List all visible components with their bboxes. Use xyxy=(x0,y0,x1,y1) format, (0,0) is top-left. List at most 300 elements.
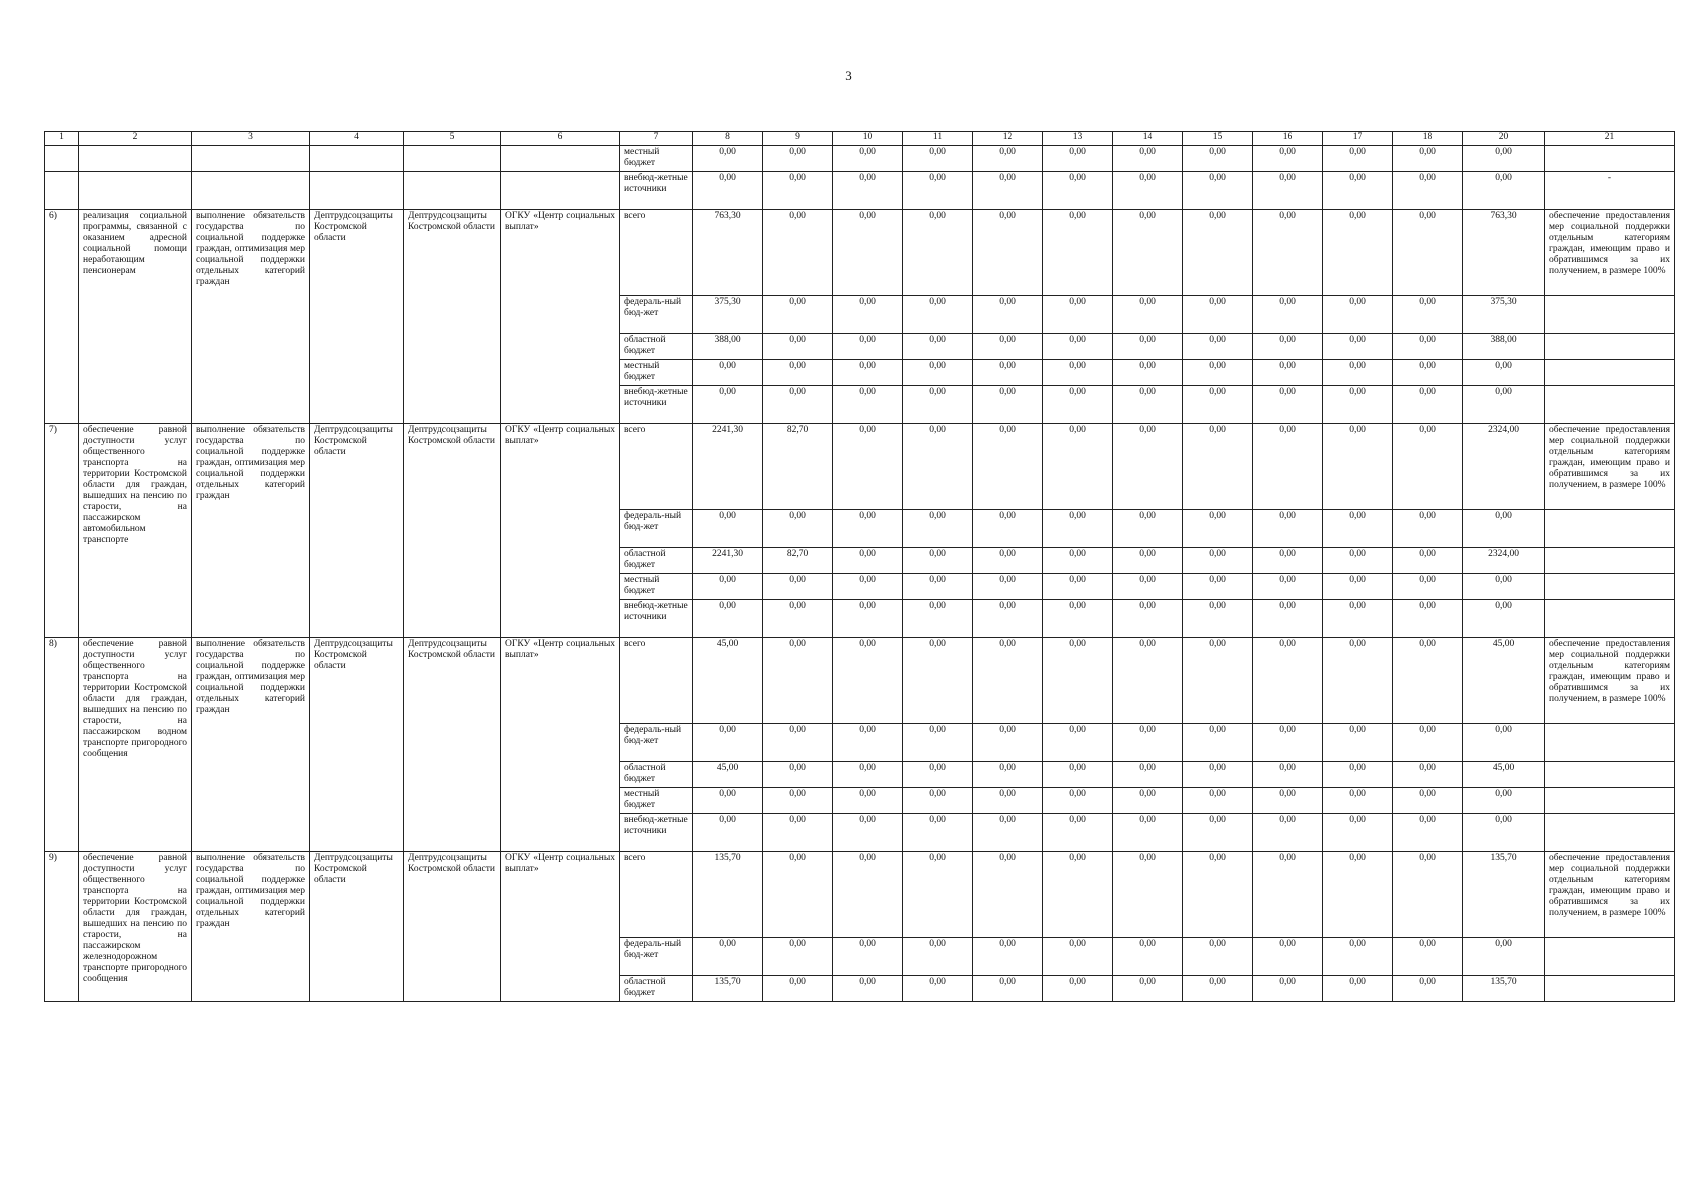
value-cell: 0,00 xyxy=(1183,210,1253,296)
value-cell: 0,00 xyxy=(973,600,1043,638)
value-cell: 0,00 xyxy=(1323,386,1393,424)
column-header: 13 xyxy=(1043,132,1113,146)
column-header: 10 xyxy=(833,132,903,146)
result-note xyxy=(1545,146,1675,172)
value-cell: 45,00 xyxy=(693,638,763,724)
value-cell: 0,00 xyxy=(1043,424,1113,510)
value-cell: 0,00 xyxy=(1463,600,1545,638)
value-cell: 0,00 xyxy=(1253,424,1323,510)
result-note xyxy=(1545,360,1675,386)
value-cell: 135,70 xyxy=(1463,852,1545,938)
empty-cell xyxy=(192,146,310,172)
value-cell: 0,00 xyxy=(1253,386,1323,424)
value-cell: 0,00 xyxy=(1043,210,1113,296)
value-cell: 0,00 xyxy=(903,574,973,600)
measure-goal: выполнение обязательств государства по социальной поддержке граждан, оптимизация мер социальной поддержки отдельных категорий граждан xyxy=(192,638,310,852)
value-cell: 0,00 xyxy=(1323,574,1393,600)
value-cell: 0,00 xyxy=(973,976,1043,1002)
value-cell: 0,00 xyxy=(903,510,973,548)
value-cell: 0,00 xyxy=(903,296,973,334)
row-index: 7) xyxy=(45,424,79,638)
value-cell: 0,00 xyxy=(1323,146,1393,172)
value-cell: 0,00 xyxy=(1253,574,1323,600)
value-cell: 82,70 xyxy=(763,548,833,574)
value-cell: 135,70 xyxy=(1463,976,1545,1002)
funding-source: внебюд-жетные источники xyxy=(620,172,693,210)
value-cell: 0,00 xyxy=(973,788,1043,814)
column-header: 1 xyxy=(45,132,79,146)
value-cell: 0,00 xyxy=(1113,510,1183,548)
budget-table xyxy=(44,131,1675,1002)
table-header-row xyxy=(45,132,1675,146)
value-cell: 0,00 xyxy=(1113,424,1183,510)
column-header: 18 xyxy=(1393,132,1463,146)
column-header: 12 xyxy=(973,132,1043,146)
value-cell: 0,00 xyxy=(1323,210,1393,296)
value-cell: 0,00 xyxy=(693,724,763,762)
value-cell: 0,00 xyxy=(1043,172,1113,210)
value-cell: 0,00 xyxy=(1393,334,1463,360)
value-cell: 0,00 xyxy=(1253,600,1323,638)
row-index: 6) xyxy=(45,210,79,424)
value-cell: 2324,00 xyxy=(1463,424,1545,510)
value-cell: 0,00 xyxy=(1393,976,1463,1002)
value-cell: 0,00 xyxy=(1043,386,1113,424)
value-cell: 0,00 xyxy=(693,386,763,424)
value-cell: 0,00 xyxy=(763,574,833,600)
value-cell: 0,00 xyxy=(1393,600,1463,638)
value-cell: 0,00 xyxy=(1393,146,1463,172)
empty-cell xyxy=(79,146,192,172)
value-cell: 0,00 xyxy=(1393,210,1463,296)
value-cell: 0,00 xyxy=(1253,814,1323,852)
result-note xyxy=(1545,574,1675,600)
value-cell: 0,00 xyxy=(1183,852,1253,938)
result-note xyxy=(1545,600,1675,638)
value-cell: 0,00 xyxy=(763,600,833,638)
value-cell: 0,00 xyxy=(1043,510,1113,548)
value-cell: 2324,00 xyxy=(1463,548,1545,574)
value-cell: 0,00 xyxy=(973,360,1043,386)
value-cell: 0,00 xyxy=(833,146,903,172)
value-cell: 0,00 xyxy=(1113,762,1183,788)
value-cell: 0,00 xyxy=(1323,360,1393,386)
co-executor: Дептрудсоцзащиты Костромской области xyxy=(404,638,501,852)
result-note xyxy=(1545,296,1675,334)
funding-source: федераль-ный бюд-жет xyxy=(620,296,693,334)
value-cell: 0,00 xyxy=(1463,574,1545,600)
table-row xyxy=(45,146,1675,172)
responsible-executor: Дептрудсоцзащиты Костромской области xyxy=(310,852,404,1002)
value-cell: 0,00 xyxy=(1183,548,1253,574)
value-cell: 0,00 xyxy=(1043,296,1113,334)
value-cell: 0,00 xyxy=(973,638,1043,724)
value-cell: 0,00 xyxy=(1393,172,1463,210)
column-header: 21 xyxy=(1545,132,1675,146)
value-cell: 0,00 xyxy=(1113,724,1183,762)
participant: ОГКУ «Центр социальных выплат» xyxy=(501,852,620,1002)
value-cell: 0,00 xyxy=(1043,574,1113,600)
value-cell: 0,00 xyxy=(1043,976,1113,1002)
value-cell: 0,00 xyxy=(1113,146,1183,172)
value-cell: 375,30 xyxy=(1463,296,1545,334)
value-cell: 0,00 xyxy=(833,724,903,762)
value-cell: 0,00 xyxy=(833,574,903,600)
value-cell: 0,00 xyxy=(1043,814,1113,852)
result-note xyxy=(1545,334,1675,360)
funding-source: всего xyxy=(620,210,693,296)
funding-source: областной бюджет xyxy=(620,976,693,1002)
value-cell: 0,00 xyxy=(693,510,763,548)
participant: ОГКУ «Центр социальных выплат» xyxy=(501,424,620,638)
value-cell: 0,00 xyxy=(1113,938,1183,976)
funding-source: областной бюджет xyxy=(620,762,693,788)
value-cell: 0,00 xyxy=(903,424,973,510)
value-cell: 0,00 xyxy=(1323,814,1393,852)
funding-source: внебюд-жетные источники xyxy=(620,814,693,852)
value-cell: 0,00 xyxy=(763,146,833,172)
value-cell: 0,00 xyxy=(693,814,763,852)
value-cell: 0,00 xyxy=(763,814,833,852)
table-row xyxy=(45,638,1675,724)
value-cell: 0,00 xyxy=(1393,296,1463,334)
value-cell: 0,00 xyxy=(1253,146,1323,172)
value-cell: 0,00 xyxy=(833,510,903,548)
value-cell: 0,00 xyxy=(1393,386,1463,424)
column-header: 2 xyxy=(79,132,192,146)
value-cell: 0,00 xyxy=(1323,296,1393,334)
value-cell: 0,00 xyxy=(693,938,763,976)
responsible-executor: Дептрудсоцзащиты Костромской области xyxy=(310,424,404,638)
value-cell: 0,00 xyxy=(1043,852,1113,938)
value-cell: 0,00 xyxy=(1043,146,1113,172)
result-note xyxy=(1545,386,1675,424)
value-cell: 0,00 xyxy=(1183,938,1253,976)
result-note: обеспечение предоставления мер социальной поддержки отдельным категориям граждан, имеющим право и обратившимся за их получением, в размере 100% xyxy=(1545,424,1675,510)
value-cell: 0,00 xyxy=(903,762,973,788)
value-cell: 0,00 xyxy=(1253,938,1323,976)
value-cell: 0,00 xyxy=(1043,600,1113,638)
result-note xyxy=(1545,510,1675,548)
value-cell: 0,00 xyxy=(1183,788,1253,814)
result-note xyxy=(1545,938,1675,976)
value-cell: 0,00 xyxy=(903,852,973,938)
value-cell: 0,00 xyxy=(1323,852,1393,938)
row-index: 9) xyxy=(45,852,79,1002)
value-cell: 0,00 xyxy=(833,360,903,386)
empty-cell xyxy=(501,146,620,172)
value-cell: 0,00 xyxy=(1253,724,1323,762)
value-cell: 0,00 xyxy=(833,548,903,574)
value-cell: 0,00 xyxy=(973,386,1043,424)
value-cell: 0,00 xyxy=(973,814,1043,852)
value-cell: 0,00 xyxy=(903,814,973,852)
value-cell: 0,00 xyxy=(1183,360,1253,386)
value-cell: 0,00 xyxy=(1113,548,1183,574)
value-cell: 0,00 xyxy=(1253,788,1323,814)
value-cell: 0,00 xyxy=(693,788,763,814)
value-cell: 0,00 xyxy=(1113,296,1183,334)
value-cell: 0,00 xyxy=(973,938,1043,976)
value-cell: 0,00 xyxy=(973,510,1043,548)
value-cell: 0,00 xyxy=(763,724,833,762)
value-cell: 0,00 xyxy=(1393,788,1463,814)
table-row xyxy=(45,424,1675,510)
value-cell: 0,00 xyxy=(833,638,903,724)
result-note xyxy=(1545,788,1675,814)
column-header: 6 xyxy=(501,132,620,146)
table-row xyxy=(45,172,1675,210)
value-cell: 0,00 xyxy=(1113,360,1183,386)
funding-source: внебюд-жетные источники xyxy=(620,386,693,424)
value-cell: 0,00 xyxy=(1253,548,1323,574)
value-cell: 0,00 xyxy=(1323,788,1393,814)
value-cell: 135,70 xyxy=(693,976,763,1002)
value-cell: 0,00 xyxy=(1323,600,1393,638)
value-cell: 0,00 xyxy=(833,334,903,360)
table-row xyxy=(45,852,1675,938)
column-header: 3 xyxy=(192,132,310,146)
value-cell: 0,00 xyxy=(1253,852,1323,938)
value-cell: 0,00 xyxy=(1113,852,1183,938)
value-cell: 0,00 xyxy=(1253,334,1323,360)
value-cell: 0,00 xyxy=(1183,146,1253,172)
value-cell: 0,00 xyxy=(1183,172,1253,210)
value-cell: 0,00 xyxy=(1183,638,1253,724)
co-executor: Дептрудсоцзащиты Костромской области xyxy=(404,424,501,638)
co-executor: Дептрудсоцзащиты Костромской области xyxy=(404,852,501,1002)
value-cell: 0,00 xyxy=(833,386,903,424)
value-cell: 0,00 xyxy=(1463,724,1545,762)
value-cell: 0,00 xyxy=(1253,360,1323,386)
column-header: 7 xyxy=(620,132,693,146)
value-cell: 0,00 xyxy=(763,360,833,386)
participant: ОГКУ «Центр социальных выплат» xyxy=(501,210,620,424)
value-cell: 0,00 xyxy=(693,574,763,600)
value-cell: 0,00 xyxy=(1323,724,1393,762)
value-cell: 0,00 xyxy=(763,938,833,976)
value-cell: 0,00 xyxy=(763,172,833,210)
value-cell: 0,00 xyxy=(833,976,903,1002)
value-cell: 0,00 xyxy=(1253,172,1323,210)
value-cell: 0,00 xyxy=(833,852,903,938)
value-cell: 0,00 xyxy=(903,334,973,360)
column-header: 17 xyxy=(1323,132,1393,146)
value-cell: 0,00 xyxy=(1113,638,1183,724)
column-header: 9 xyxy=(763,132,833,146)
value-cell: 763,30 xyxy=(693,210,763,296)
value-cell: 0,00 xyxy=(693,146,763,172)
value-cell: 0,00 xyxy=(1113,976,1183,1002)
value-cell: 0,00 xyxy=(903,724,973,762)
value-cell: 0,00 xyxy=(973,210,1043,296)
empty-cell xyxy=(45,172,79,210)
value-cell: 0,00 xyxy=(763,788,833,814)
result-note xyxy=(1545,762,1675,788)
column-header: 5 xyxy=(404,132,501,146)
value-cell: 0,00 xyxy=(1463,814,1545,852)
measure-goal: выполнение обязательств государства по социальной поддержке граждан, оптимизация мер социальной поддержки отдельных категорий граждан xyxy=(192,210,310,424)
value-cell: 0,00 xyxy=(693,360,763,386)
value-cell: 0,00 xyxy=(1183,334,1253,360)
value-cell: 0,00 xyxy=(1253,638,1323,724)
value-cell: 388,00 xyxy=(1463,334,1545,360)
value-cell: 375,30 xyxy=(693,296,763,334)
value-cell: 0,00 xyxy=(1463,788,1545,814)
result-note xyxy=(1545,724,1675,762)
value-cell: 0,00 xyxy=(1253,210,1323,296)
value-cell: 0,00 xyxy=(903,600,973,638)
value-cell: 0,00 xyxy=(1043,334,1113,360)
value-cell: 0,00 xyxy=(973,548,1043,574)
value-cell: 0,00 xyxy=(973,172,1043,210)
value-cell: 0,00 xyxy=(1323,424,1393,510)
value-cell: 0,00 xyxy=(973,574,1043,600)
value-cell: 0,00 xyxy=(1113,334,1183,360)
empty-cell xyxy=(404,146,501,172)
value-cell: 0,00 xyxy=(1393,762,1463,788)
column-header: 8 xyxy=(693,132,763,146)
value-cell: 0,00 xyxy=(1323,548,1393,574)
participant: ОГКУ «Центр социальных выплат» xyxy=(501,638,620,852)
value-cell: 0,00 xyxy=(1113,788,1183,814)
value-cell: 0,00 xyxy=(763,762,833,788)
value-cell: 0,00 xyxy=(1113,574,1183,600)
value-cell: 0,00 xyxy=(1253,296,1323,334)
column-header: 4 xyxy=(310,132,404,146)
value-cell: 0,00 xyxy=(1253,976,1323,1002)
value-cell: 0,00 xyxy=(763,210,833,296)
value-cell: 0,00 xyxy=(833,210,903,296)
value-cell: 0,00 xyxy=(973,852,1043,938)
value-cell: 45,00 xyxy=(693,762,763,788)
value-cell: 0,00 xyxy=(973,424,1043,510)
table-row xyxy=(45,210,1675,296)
co-executor: Дептрудсоцзащиты Костромской области xyxy=(404,210,501,424)
value-cell: 0,00 xyxy=(973,334,1043,360)
value-cell: 0,00 xyxy=(1463,146,1545,172)
result-note: обеспечение предоставления мер социальной поддержки отдельным категориям граждан, имеющим право и обратившимся за их получением, в размере 100% xyxy=(1545,852,1675,938)
value-cell: 0,00 xyxy=(763,976,833,1002)
empty-cell xyxy=(310,172,404,210)
funding-source: областной бюджет xyxy=(620,548,693,574)
funding-source: местный бюджет xyxy=(620,788,693,814)
value-cell: 0,00 xyxy=(1393,548,1463,574)
result-note xyxy=(1545,814,1675,852)
value-cell: 0,00 xyxy=(833,814,903,852)
value-cell: 0,00 xyxy=(1043,762,1113,788)
value-cell: 0,00 xyxy=(1463,172,1545,210)
value-cell: 0,00 xyxy=(1463,386,1545,424)
funding-source: федераль-ный бюд-жет xyxy=(620,938,693,976)
value-cell: 0,00 xyxy=(1323,334,1393,360)
value-cell: 0,00 xyxy=(693,172,763,210)
result-note: обеспечение предоставления мер социальной поддержки отдельным категориям граждан, имеющим право и обратившимся за их получением, в размере 100% xyxy=(1545,638,1675,724)
responsible-executor: Дептрудсоцзащиты Костромской области xyxy=(310,210,404,424)
row-index: 8) xyxy=(45,638,79,852)
value-cell: 135,70 xyxy=(693,852,763,938)
value-cell: 0,00 xyxy=(1393,574,1463,600)
measure-name: обеспечение равной доступности услуг общественного транспорта на территории Костромской области для граждан, вышедших на пенсию по старости, на пассажирском железнодорожном транспорте пригородного сообщения xyxy=(79,852,192,1002)
value-cell: 0,00 xyxy=(1323,938,1393,976)
value-cell: 0,00 xyxy=(903,210,973,296)
value-cell: 0,00 xyxy=(1183,814,1253,852)
empty-cell xyxy=(310,146,404,172)
value-cell: 388,00 xyxy=(693,334,763,360)
value-cell: 0,00 xyxy=(903,360,973,386)
value-cell: 0,00 xyxy=(833,172,903,210)
value-cell: 0,00 xyxy=(1183,724,1253,762)
value-cell: 0,00 xyxy=(763,852,833,938)
value-cell: 0,00 xyxy=(1323,172,1393,210)
value-cell: 0,00 xyxy=(903,386,973,424)
value-cell: 0,00 xyxy=(763,638,833,724)
value-cell: 0,00 xyxy=(973,762,1043,788)
value-cell: 0,00 xyxy=(833,938,903,976)
value-cell: 0,00 xyxy=(763,296,833,334)
column-header: 11 xyxy=(903,132,973,146)
page-number: 3 xyxy=(845,68,852,83)
value-cell: 0,00 xyxy=(1183,976,1253,1002)
value-cell: 0,00 xyxy=(973,146,1043,172)
measure-goal: выполнение обязательств государства по социальной поддержке граждан, оптимизация мер социальной поддержки отдельных категорий граждан xyxy=(192,424,310,638)
value-cell: 0,00 xyxy=(1183,424,1253,510)
value-cell: 0,00 xyxy=(833,600,903,638)
value-cell: 0,00 xyxy=(1113,386,1183,424)
value-cell: 0,00 xyxy=(1043,788,1113,814)
value-cell: 0,00 xyxy=(1043,724,1113,762)
value-cell: 0,00 xyxy=(903,938,973,976)
value-cell: 0,00 xyxy=(1323,638,1393,724)
value-cell: 0,00 xyxy=(763,510,833,548)
funding-source: всего xyxy=(620,852,693,938)
value-cell: 0,00 xyxy=(1253,510,1323,548)
column-header: 20 xyxy=(1463,132,1545,146)
value-cell: 0,00 xyxy=(1393,724,1463,762)
empty-cell xyxy=(501,172,620,210)
value-cell: 0,00 xyxy=(1043,938,1113,976)
column-header: 14 xyxy=(1113,132,1183,146)
column-header: 15 xyxy=(1183,132,1253,146)
value-cell: 0,00 xyxy=(903,548,973,574)
value-cell: 0,00 xyxy=(1393,814,1463,852)
value-cell: 2241,30 xyxy=(693,548,763,574)
value-cell: 0,00 xyxy=(1323,762,1393,788)
result-note xyxy=(1545,976,1675,1002)
value-cell: 0,00 xyxy=(833,424,903,510)
value-cell: 0,00 xyxy=(1253,762,1323,788)
empty-cell xyxy=(45,146,79,172)
value-cell: 0,00 xyxy=(973,724,1043,762)
value-cell: 0,00 xyxy=(1463,360,1545,386)
value-cell: 0,00 xyxy=(903,788,973,814)
value-cell: 0,00 xyxy=(1113,172,1183,210)
value-cell: 0,00 xyxy=(1113,600,1183,638)
value-cell: 0,00 xyxy=(1183,762,1253,788)
value-cell: 0,00 xyxy=(1113,210,1183,296)
value-cell: 0,00 xyxy=(1463,510,1545,548)
value-cell: 0,00 xyxy=(833,788,903,814)
column-header: 16 xyxy=(1253,132,1323,146)
funding-source: местный бюджет xyxy=(620,360,693,386)
result-note: - xyxy=(1545,172,1675,210)
result-note: обеспечение предоставления мер социальной поддержки отдельным категориям граждан, имеющим право и обратившимся за их получением, в размере 100% xyxy=(1545,210,1675,296)
value-cell: 0,00 xyxy=(903,638,973,724)
value-cell: 82,70 xyxy=(763,424,833,510)
funding-source: местный бюджет xyxy=(620,574,693,600)
value-cell: 0,00 xyxy=(1393,424,1463,510)
value-cell: 0,00 xyxy=(1043,638,1113,724)
